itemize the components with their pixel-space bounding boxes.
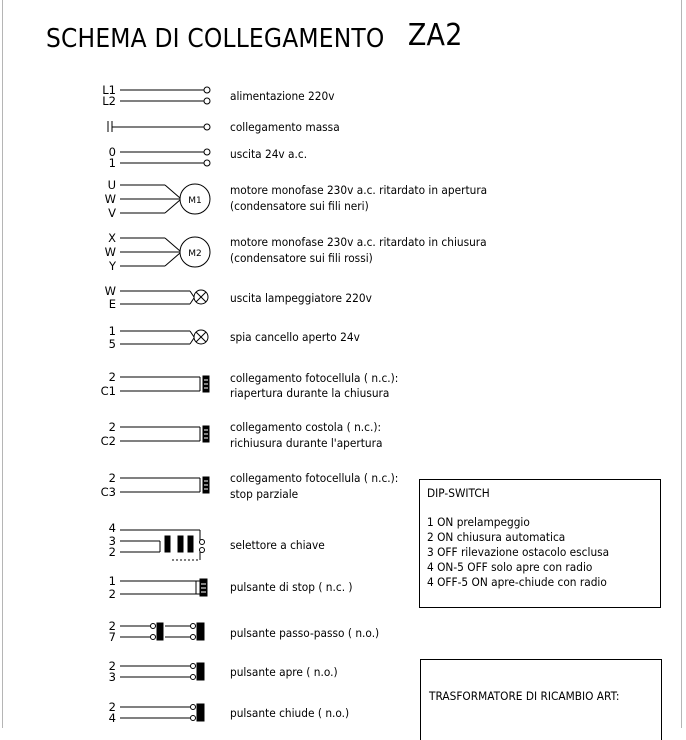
terminal-label: X	[108, 231, 116, 245]
dip-switch-item: 4 OFF-5 ON apre-chiude con radio	[427, 575, 607, 589]
row-description: collegamento costola ( n.c.):	[230, 420, 382, 434]
photocell-c1-symbol	[120, 376, 209, 392]
row-description: pulsante passo-passo ( n.o.)	[230, 626, 380, 640]
terminal-label: 3	[108, 534, 116, 548]
safety-edge-c2-symbol	[120, 426, 209, 442]
terminal-label: 2	[108, 471, 116, 485]
row-description: pulsante di stop ( n.c. )	[230, 580, 353, 594]
terminal-label: 0	[108, 145, 116, 159]
terminal-label: 7	[108, 630, 116, 644]
flasher-lamp-symbol	[120, 290, 208, 304]
terminal-label: 2	[108, 420, 116, 434]
row-description: richiusura durante l'apertura	[230, 436, 383, 450]
terminal-label: W	[104, 284, 116, 298]
model-code: ZA2	[407, 18, 463, 53]
stop-button-symbol	[120, 579, 207, 596]
dip-switch-box	[419, 479, 661, 608]
terminal-label: 4	[108, 521, 116, 535]
terminal-label: C3	[100, 485, 116, 499]
ground-symbol	[108, 121, 210, 132]
row-description: collegamento fotocellula ( n.c.):	[230, 471, 399, 485]
dip-switch-item: 3 OFF rilevazione ostacolo esclusa	[427, 545, 610, 559]
terminal-label: 2	[108, 619, 116, 633]
row-description: uscita 24v a.c.	[230, 147, 308, 161]
motor-m1-label: M1	[188, 196, 202, 206]
terminal-label: E	[108, 297, 116, 311]
terminal-label: 2	[108, 700, 116, 714]
terminal-label: W	[104, 245, 116, 259]
row-description: uscita lampeggiatore 220v	[230, 291, 372, 305]
row-description: riapertura durante la chiusura	[230, 386, 390, 400]
transformer-title: TRASFORMATORE DI RICAMBIO ART:	[429, 689, 620, 703]
row-description: spia cancello aperto 24v	[230, 330, 360, 344]
row-description: alimentazione 220v	[230, 89, 335, 103]
open-button-symbol	[120, 663, 204, 680]
row-description: (condensatore sui fili neri)	[230, 199, 369, 213]
row-description: selettore a chiave	[230, 538, 325, 552]
row-description: pulsante apre ( n.o.)	[230, 665, 338, 679]
key-selector-symbol	[120, 530, 205, 560]
terminal-label: C1	[100, 384, 116, 398]
row-description: motore monofase 230v a.c. ritardato in chiusura	[230, 235, 487, 249]
row-description: stop parziale	[230, 487, 299, 501]
terminal-label: 1	[108, 324, 116, 338]
terminal-label: 2	[108, 659, 116, 673]
terminal-label: 5	[108, 337, 116, 351]
terminal-label: 1	[108, 156, 116, 170]
row-description: pulsante chiude ( n.o.)	[230, 706, 350, 720]
terminal-label: C2	[100, 434, 116, 448]
terminal-label: 1	[108, 574, 116, 588]
photocell-c3-symbol	[120, 477, 209, 493]
row-description: collegamento fotocellula ( n.c.):	[230, 371, 399, 385]
power-supply-symbol	[120, 87, 210, 104]
terminal-label: U	[107, 178, 116, 192]
terminal-label: L1	[102, 83, 116, 97]
row-description: collegamento massa	[230, 120, 340, 134]
dip-switch-title: DIP-SWITCH	[427, 486, 490, 500]
motor-m2-label: M2	[188, 249, 202, 259]
terminal-label: 3	[108, 670, 116, 684]
terminal-label: L2	[102, 94, 116, 108]
row-description: (condensatore sui fili rossi)	[230, 251, 373, 265]
title-text: SCHEMA DI COLLEGAMENTO	[46, 24, 385, 54]
dip-switch-item: 4 ON-5 OFF solo apre con radio	[427, 560, 593, 574]
output-24v-symbol	[120, 149, 210, 166]
row-description: motore monofase 230v a.c. ritardato in apertura	[230, 183, 488, 197]
terminal-label: 2	[108, 545, 116, 559]
dip-switch-item: 2 ON chiusura automatica	[427, 530, 566, 544]
terminal-label: W	[104, 192, 116, 206]
gate-open-lamp-symbol	[120, 330, 208, 344]
terminal-label: 2	[108, 587, 116, 601]
step-button-symbol	[120, 623, 204, 640]
terminal-label: 2	[108, 370, 116, 384]
terminal-label: V	[108, 206, 116, 220]
terminal-label: 4	[108, 711, 116, 725]
close-button-symbol	[120, 704, 204, 721]
terminal-label: Y	[108, 259, 116, 273]
dip-switch-item: 1 ON prelampeggio	[427, 515, 530, 529]
